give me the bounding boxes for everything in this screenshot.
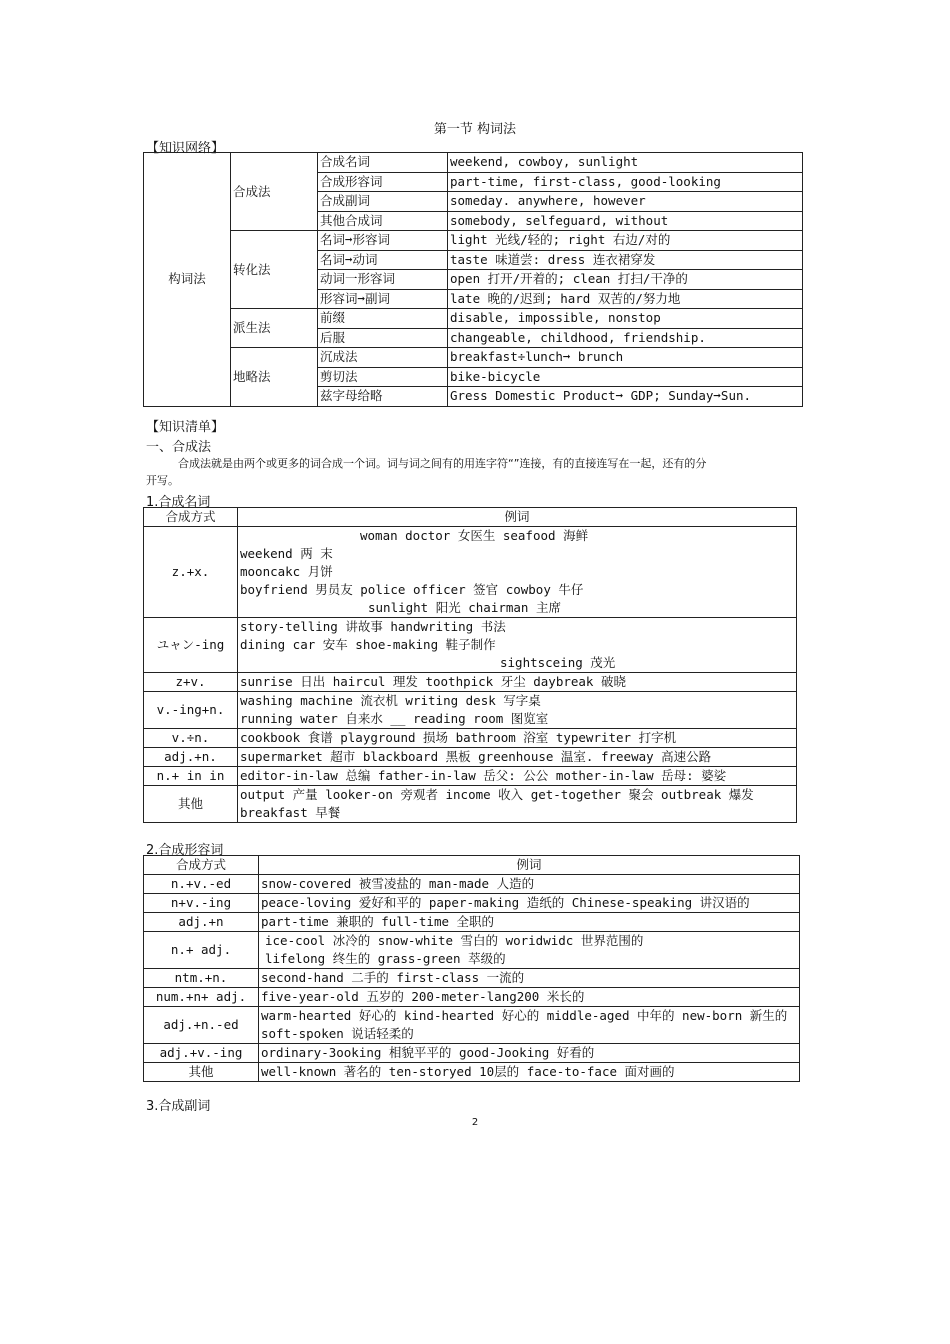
example-line: editor-in-law 总编 father-in-law 岳父: 公公 mother-in-law 岳母: 婆娑 (238, 767, 797, 786)
examples-cell (238, 527, 797, 618)
examples-cell (259, 1007, 800, 1044)
method-cell: v.-ing+n. (144, 692, 238, 729)
method-cell: ユャン-ing (144, 618, 238, 673)
network-example: weekend, cowboy, sunlight (448, 153, 803, 173)
examples-cell (238, 618, 797, 673)
network-group: 派生法 (231, 309, 318, 348)
column-header: 合成方式 (144, 856, 259, 875)
network-label: 名词➞动词 (318, 250, 448, 270)
method-cell: adj.+n (144, 913, 259, 932)
example-line: warm-hearted 好心的 kind-hearted 好心的 middle-aged 中年的 new-born 新生的 (261, 1008, 788, 1023)
example-line: story-telling 讲故事 handwriting 书法 (240, 619, 506, 634)
network-label: 后服 (318, 328, 448, 348)
example-line: well-known 著名的 ten-storyed 10层的 face-to-face 面对画的 (259, 1063, 800, 1082)
method-cell: adj.+v.-ing (144, 1044, 259, 1063)
nouns-heading: 1.合成名词 (146, 495, 211, 510)
network-group: 地略法 (231, 348, 318, 407)
example-line: five-year-old 五岁的 200-meter-lang200 米长的 (259, 988, 800, 1007)
method-cell: v.÷n. (144, 729, 238, 748)
network-example: Gress Domestic Product➞ GDP; Sunday➞Sun. (448, 387, 803, 407)
example-line: breakfast 早餐 (240, 805, 341, 820)
example-line: part-time 兼职的 full-time 全职的 (259, 913, 800, 932)
example-line: washing machine 流衣机 writing desk 写字桌 (240, 693, 541, 708)
example-line: mooncakc 月饼 (240, 564, 333, 579)
example-line: soft-spoken 说话轻柔的 (261, 1026, 414, 1041)
page-title: 第一节 构词法 (433, 122, 517, 137)
network-group: 转化法 (231, 231, 318, 309)
example-line: woman doctor 女医生 seafood 海鲜 (360, 528, 589, 543)
example-line: peace-loving 爱好和平的 paper-making 造纸的 Chinese-speaking 讲汉语的 (259, 894, 800, 913)
method-cell: ntm.+n. (144, 969, 259, 988)
example-line: output 产量 looker-on 旁观者 income 收入 get-together 聚会 outbreak 爆发 (240, 787, 754, 802)
method-cell: n.+v.-ed (144, 875, 259, 894)
network-label: 动词一形容词 (318, 270, 448, 290)
network-example: open 打开/开着的; clean 打扫/干净的 (448, 270, 803, 290)
compound-nouns-table (143, 507, 797, 823)
example-line: ice-cool 冰冷的 snow-white 雪白的 woridwidc 世界范围的 (265, 933, 644, 948)
example-line: ordinary-3ooking 相貌平平的 good-Jooking 好看的 (259, 1044, 800, 1063)
intro-text: 合成法就是由两个或更多的词合成一个词。词与词之间有的用连字符“”连接，有的直接连写在一起，还有的分 (178, 457, 707, 470)
examples-cell (259, 932, 800, 969)
compound-adjectives-table (143, 855, 800, 1082)
example-line: boyfriend 男员友 police officer 签官 cowboy 牛仔 (240, 582, 584, 597)
examples-cell (238, 786, 797, 823)
example-line: sightsceing 茂光 (500, 655, 616, 670)
method-cell: n+v.-ing (144, 894, 259, 913)
example-line: weekend 两 末 (240, 546, 333, 561)
network-label: 名词➞形容词 (318, 231, 448, 251)
network-label: 兹字母给略 (318, 387, 448, 407)
network-example: late 晚的/迟到; hard 双苦的/努力地 (448, 289, 803, 309)
adjectives-heading: 2.合成形容词 (146, 843, 224, 858)
example-line: lifelong 终生的 grass-green 萃级的 (265, 951, 506, 966)
network-label: 沉成法 (318, 348, 448, 368)
column-header: 例词 (259, 856, 800, 875)
method-cell: z+v. (144, 673, 238, 692)
example-line: second-hand 二手的 first-class 一流的 (259, 969, 800, 988)
method-cell: 其他 (144, 1063, 259, 1082)
knowledge-network-label: 【知识网络】 (146, 141, 225, 156)
column-header: 合成方式 (144, 508, 238, 527)
examples-cell (238, 692, 797, 729)
network-example: disable, impossible, nonstop (448, 309, 803, 329)
network-example: part-time, first-class, good-looking (448, 172, 803, 192)
network-group: 合成法 (231, 153, 318, 231)
example-line: dining car 安车 shoe-making 鞋子制作 (240, 637, 496, 652)
example-line: running water 自来水 __ reading room 图览室 (240, 711, 549, 726)
adverbs-heading: 3.合成副词 (146, 1099, 211, 1114)
method-cell: n.+ in in (144, 767, 238, 786)
example-line: sunrise 日出 haircul 理发 toothpick 牙尘 daybreak 破晓 (238, 673, 797, 692)
network-example: taste 味道尝: dress 连衣裙穿发 (448, 250, 803, 270)
network-label: 合成形容词 (318, 172, 448, 192)
network-example: light 光线/轻的; right 右边/对的 (448, 231, 803, 251)
intro-text-cont: 开写。 (146, 474, 179, 487)
network-root: 构词法 (144, 153, 231, 407)
method-cell: z.+x. (144, 527, 238, 618)
column-header: 例词 (238, 508, 797, 527)
method-cell: n.+ adj. (144, 932, 259, 969)
network-example: somebody, selfeguard, without (448, 211, 803, 231)
network-example: bike-bicycle (448, 367, 803, 387)
method-cell: num.+n+ adj. (144, 988, 259, 1007)
example-line: cookbook 食谱 playground 损场 bathroom 浴室 typewriter 打字机 (238, 729, 797, 748)
knowledge-list-label: 【知识清单】 (146, 420, 225, 435)
method-cell: adj.+n.-ed (144, 1007, 259, 1044)
method-cell: 其他 (144, 786, 238, 823)
network-label: 形容词➞副词 (318, 289, 448, 309)
network-label: 前缀 (318, 309, 448, 329)
network-example: someday. anywhere, however (448, 192, 803, 212)
network-example: breakfast÷lunch➞ brunch (448, 348, 803, 368)
network-label: 剪切法 (318, 367, 448, 387)
page-number: 2 (471, 1117, 479, 1128)
network-example: changeable, childhood, friendship. (448, 328, 803, 348)
network-label: 合成副词 (318, 192, 448, 212)
network-label: 其他合成词 (318, 211, 448, 231)
method-cell: adj.+n. (144, 748, 238, 767)
section-heading: 一、合成法 (146, 440, 212, 455)
knowledge-network-table (143, 152, 803, 407)
example-line: supermarket 超市 blackboard 黑板 greenhouse 温室. freeway 高速公路 (238, 748, 797, 767)
example-line: sunlight 阳光 chairman 主席 (368, 600, 561, 615)
network-label: 合成名词 (318, 153, 448, 173)
example-line: snow-covered 被雪凌盐的 man-made 人造的 (259, 875, 800, 894)
